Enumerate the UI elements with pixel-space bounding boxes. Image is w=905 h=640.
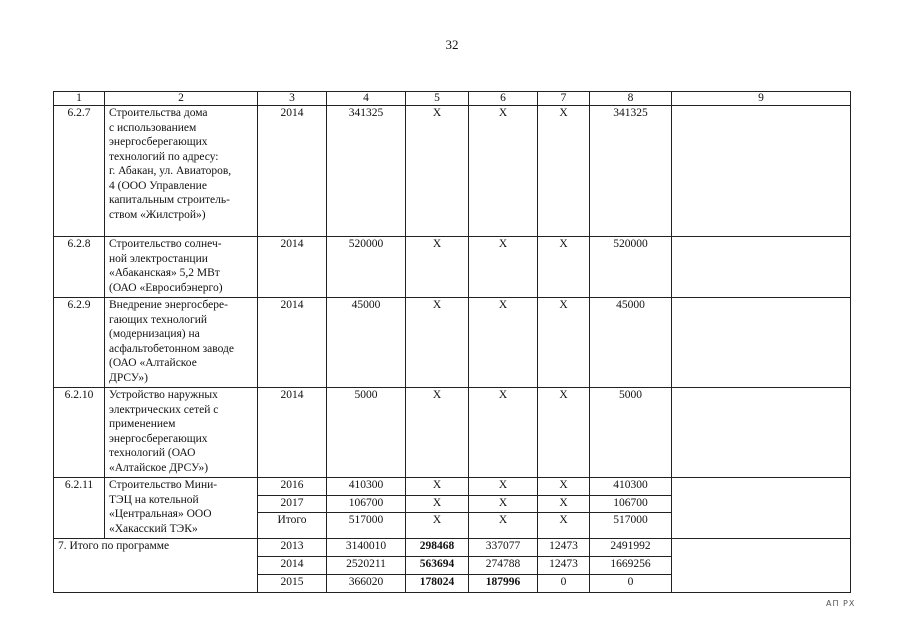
row-col5: 298468 — [406, 539, 469, 557]
row-total: 517000 — [327, 513, 406, 539]
header-cell: 2 — [105, 92, 258, 106]
header-cell: 1 — [54, 92, 105, 106]
row-col8: 0 — [590, 575, 672, 593]
row-col8: 1669256 — [590, 557, 672, 575]
row-col5: 178024 — [406, 575, 469, 593]
row-col9 — [672, 478, 851, 539]
program-table — [53, 91, 851, 593]
row-col9 — [672, 539, 851, 593]
row-col9 — [672, 388, 851, 478]
row-total: 3140010 — [327, 539, 406, 557]
row-col5: X — [406, 496, 469, 513]
row-col6: 187996 — [469, 575, 538, 593]
table-row — [54, 298, 851, 388]
row-total: 341325 — [327, 106, 406, 237]
row-col7: X — [538, 237, 590, 298]
header-cell: 9 — [672, 92, 851, 106]
row-col8: 520000 — [590, 237, 672, 298]
row-col8: 5000 — [590, 388, 672, 478]
row-col7: 12473 — [538, 539, 590, 557]
row-col5: X — [406, 298, 469, 388]
row-col7: X — [538, 496, 590, 513]
row-name: Строительство Мини- ТЭЦ на котельной «Центральная» ООО «Хакасский ТЭК» — [105, 478, 258, 539]
row-year: 2015 — [258, 575, 327, 593]
row-col6: 337077 — [469, 539, 538, 557]
row-name: Строительства дома с использованием энергосберегающих технологий по адресу: г. Абакан, ул. Авиаторов, 4 (ООО Управление капитальным строитель- ством «Жилстрой») — [105, 106, 258, 237]
table-row — [54, 106, 851, 237]
table-row — [54, 388, 851, 478]
row-col6: X — [469, 513, 538, 539]
table-row — [54, 478, 851, 496]
row-col6: X — [469, 106, 538, 237]
row-year: Итого — [258, 513, 327, 539]
row-col6: X — [469, 388, 538, 478]
row-col7: 0 — [538, 575, 590, 593]
row-code: 6.2.10 — [54, 388, 105, 478]
row-col8: 45000 — [590, 298, 672, 388]
row-col7: X — [538, 106, 590, 237]
header-cell: 3 — [258, 92, 327, 106]
row-year: 2014 — [258, 557, 327, 575]
row-total: 410300 — [327, 478, 406, 496]
row-col8: 341325 — [590, 106, 672, 237]
row-name: Строительство солнеч- ной электростанции «Абаканская» 5,2 МВт (ОАО «Евросибэнерго) — [105, 237, 258, 298]
row-total: 106700 — [327, 496, 406, 513]
row-col5: X — [406, 513, 469, 539]
header-cell: 5 — [406, 92, 469, 106]
row-col5: X — [406, 478, 469, 496]
row-year: 2014 — [258, 388, 327, 478]
row-col7: X — [538, 478, 590, 496]
row-col9 — [672, 106, 851, 237]
row-col5: X — [406, 388, 469, 478]
row-col7: X — [538, 513, 590, 539]
row-col7: X — [538, 388, 590, 478]
row-col7: 12473 — [538, 557, 590, 575]
row-col6: X — [469, 298, 538, 388]
row-code: 6.2.8 — [54, 237, 105, 298]
row-total: 5000 — [327, 388, 406, 478]
total-row — [54, 539, 851, 557]
row-col5: X — [406, 237, 469, 298]
row-col5: X — [406, 106, 469, 237]
row-total: 45000 — [327, 298, 406, 388]
row-col8: 2491992 — [590, 539, 672, 557]
row-year: 2016 — [258, 478, 327, 496]
row-total: 520000 — [327, 237, 406, 298]
row-col6: X — [469, 496, 538, 513]
row-col8: 517000 — [590, 513, 672, 539]
header-cell: 6 — [469, 92, 538, 106]
row-total: 366020 — [327, 575, 406, 593]
row-year: 2017 — [258, 496, 327, 513]
total-label: 7. Итого по программе — [54, 539, 258, 593]
row-code: 6.2.7 — [54, 106, 105, 237]
row-code: 6.2.11 — [54, 478, 105, 539]
archive-stamp: АП РХ — [826, 599, 856, 608]
row-col8: 410300 — [590, 478, 672, 496]
row-total: 2520211 — [327, 557, 406, 575]
header-cell: 7 — [538, 92, 590, 106]
row-year: 2014 — [258, 237, 327, 298]
row-col5: 563694 — [406, 557, 469, 575]
row-year: 2014 — [258, 298, 327, 388]
row-name: Устройство наружных электрических сетей с применением энергосберегающих технологий (ОАО «Алтайское ДРСУ») — [105, 388, 258, 478]
row-col7: X — [538, 298, 590, 388]
row-col6: X — [469, 237, 538, 298]
row-year: 2014 — [258, 106, 327, 237]
header-cell: 8 — [590, 92, 672, 106]
header-row — [54, 92, 851, 106]
row-col6: X — [469, 478, 538, 496]
row-col8: 106700 — [590, 496, 672, 513]
row-col9 — [672, 298, 851, 388]
table-row — [54, 237, 851, 298]
row-col9 — [672, 237, 851, 298]
header-cell: 4 — [327, 92, 406, 106]
row-year: 2013 — [258, 539, 327, 557]
row-name: Внедрение энергосбере- гающих технологий (модернизация) на асфальтобетонном заводе (ОАО «Алтайское ДРСУ») — [105, 298, 258, 388]
page-number: 32 — [445, 37, 459, 52]
row-code: 6.2.9 — [54, 298, 105, 388]
row-col6: 274788 — [469, 557, 538, 575]
